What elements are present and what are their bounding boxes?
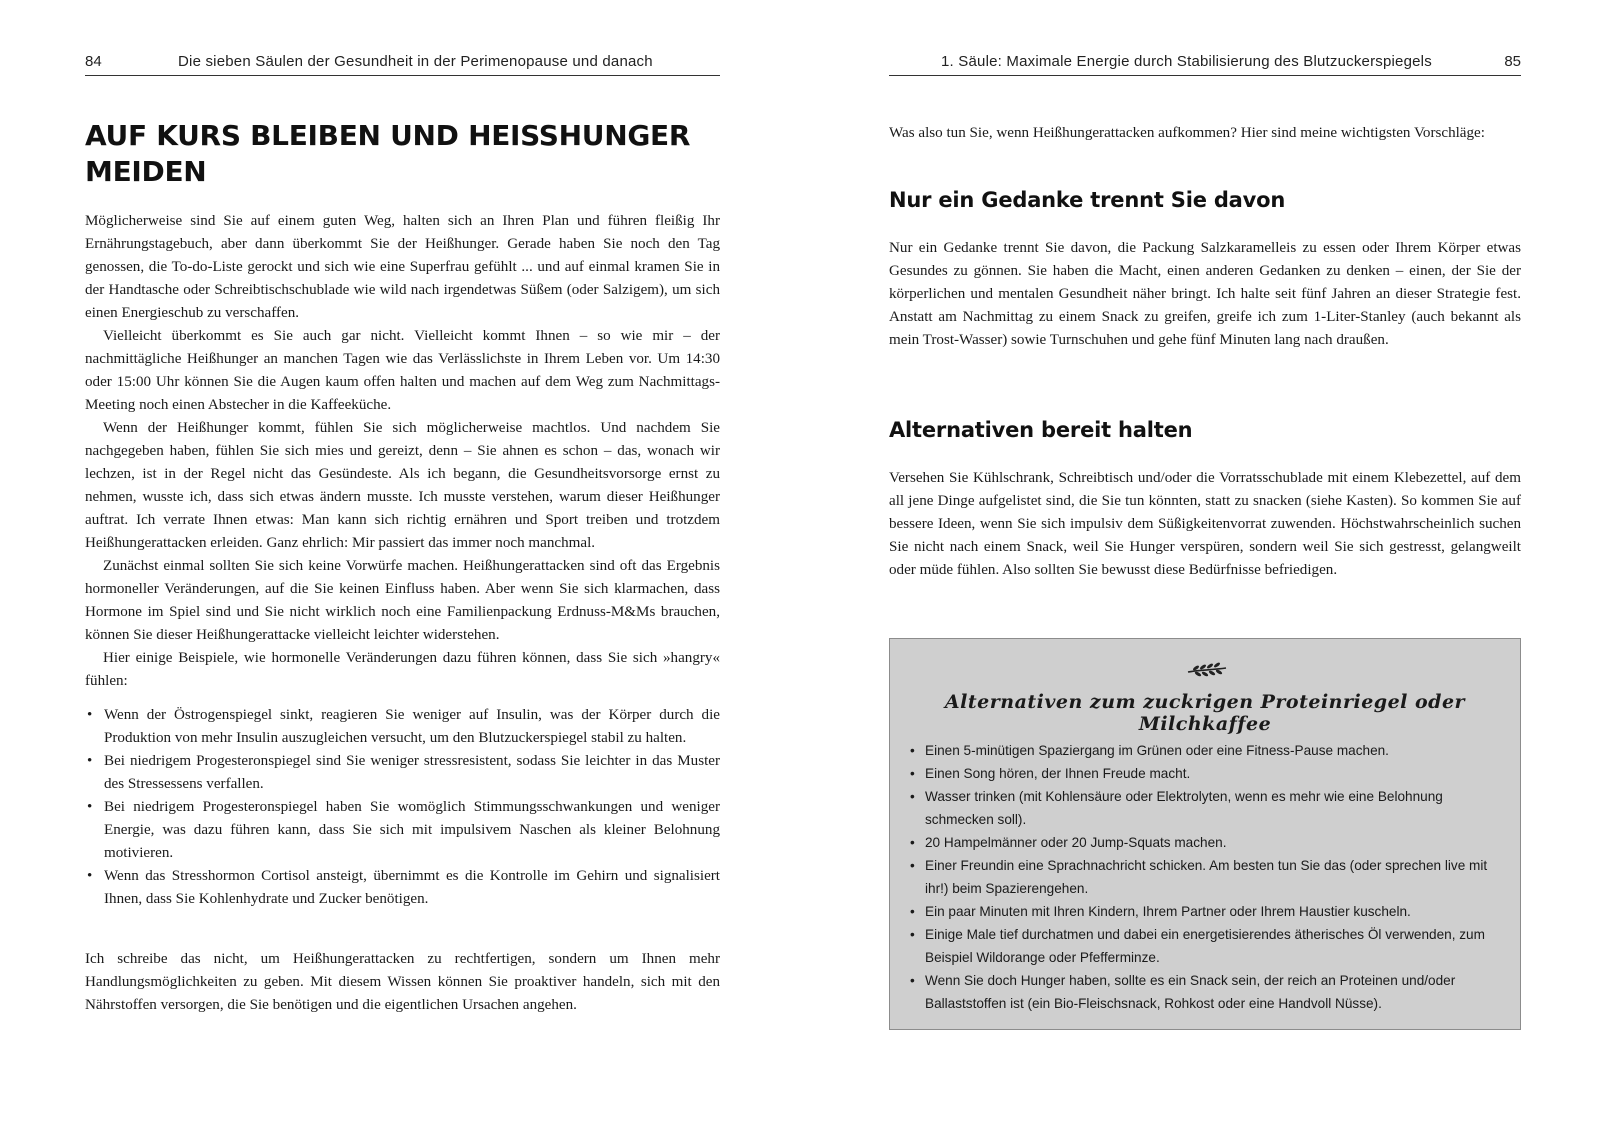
list-item: • Einen Song hören, der Ihnen Freude macht. — [910, 762, 1500, 785]
section1-text — [889, 237, 1521, 352]
list-item: • Einer Freundin eine Sprachnachricht schicken. Am besten tun Sie das (oder sprechen live mit ihr!) beim Spazierengehen. — [910, 854, 1500, 900]
left-body-text — [85, 210, 720, 693]
closing-text — [85, 948, 720, 1017]
section2-text — [889, 467, 1521, 582]
paragraph: Möglicherweise sind Sie auf einem guten Weg, halten sich an Ihren Plan und führen fleißig Ihr Ernährungstagebuch, aber dann überkommt Sie der Heißhunger. Gerade haben Sie noch den Tag genossen, die To-do-Liste gerockt und sich wie eine Superfrau gefühlt ... und auf einmal kramen Sie in der Handtasche oder Schreibtischschublade wie wild nach irgendetwas Süßem (oder Salzigem), um sich einen Energieschub zu verschaffen. — [85, 213, 720, 321]
paragraph: Vielleicht überkommt es Sie auch gar nicht. Vielleicht kommt Ihnen – so wie mir – der nachmittägliche Heißhunger an manchen Tagen wie das Verlässlichste in Ihrem Leben vor. Um 14:30 oder 15:00 Uhr können Sie die Augen kaum offen halten und machen auf dem Weg zum Nachmittags-Meeting noch einen Abstecher in die Kaffeeküche. — [85, 328, 720, 413]
right-running-header — [889, 50, 1521, 76]
paragraph: Versehen Sie Kühlschrank, Schreibtisch und/oder die Vorratsschublade mit einem Klebezettel, auf dem all jene Dinge aufgelistet sind, die Sie tun könnten, statt zu snacken (siehe Kasten). So kommen Sie auf bessere Ideen, wenn Sie sich impulsiv dem Süßigkeitenvorrat zuwenden. Höchstwahrscheinlich suchen Sie nicht nach einem Snack, weil Sie Hunger verspüren, sondern weil Sie sich gestresst, gelangweilt oder müde fühlen. Also sollten Sie bewusst diese Bedürfnisse befriedigen. — [889, 470, 1521, 578]
list-item: • Wenn das Stresshormon Cortisol ansteigt, übernimmt es die Kontrolle im Gehirn und signalisiert Ihnen, dass Sie Kohlenhydrate und Zucker benötigen. — [85, 865, 720, 911]
hormone-bullet-list — [85, 704, 720, 911]
chapter-title: AUF KURS BLEIBEN UND HEISSHUNGER MEIDEN — [85, 119, 691, 188]
alternatives-list — [910, 739, 1500, 1015]
section-heading: Nur ein Gedanke trennt Sie davon — [889, 188, 1286, 212]
paragraph: Nur ein Gedanke trennt Sie davon, die Packung Salzkaramelleis zu essen oder Ihrem Körper etwas Gesundes zu gönnen. Sie haben die Macht, einen anderen Gedanken zu denken – einen, der Sie der körperlichen und mentalen Gesundheit näher bringt. Ich halte seit fünf Jahren an dieser Strategie fest. Anstatt am Nachmittag zu einem Snack zu greifen, greife ich zum 1-Liter-Stanley (auch bekannt als mein Trost-Wasser) sowie Turnschuhen und gehe fünf Minuten lang nach draußen. — [889, 240, 1521, 348]
left-running-title: Die sieben Säulen der Gesundheit in der Perimenopause und danach — [178, 53, 653, 70]
list-item: • Bei niedrigem Progesteronspiegel sind Sie weniger stressresistent, sodass Sie leichter in das Muster des Stressessens verfallen. — [85, 750, 720, 796]
list-item: • Wasser trinken (mit Kohlensäure oder Elektrolyten, wenn es mehr wie eine Belohnung schmecken soll). — [910, 785, 1500, 831]
left-running-header — [85, 50, 720, 76]
paragraph: Zunächst einmal sollten Sie sich keine Vorwürfe machen. Heißhungerattacken sind oft das Ergebnis hormoneller Veränderungen, auf die Sie keinen Einfluss haben. Aber wenn Sie sich klarmachen, dass Hormone im Spiel sind und Sie nicht wirklich noch eine Familienpackung Erdnuss-M&Ms brauchen, können Sie dieser Heißhungerattacke vielleicht leichter widerstehen. — [85, 558, 720, 643]
right-page-number: 85 — [1504, 53, 1521, 70]
left-page-number: 84 — [85, 53, 102, 70]
right-page — [889, 0, 1521, 1129]
paragraph: Hier einige Beispiele, wie hormonelle Veränderungen dazu führen können, dass Sie sich »hangry« fühlen: — [85, 650, 720, 689]
intro-text — [889, 122, 1521, 145]
laurel-ornament-icon — [1186, 661, 1228, 679]
list-item: • Wenn Sie doch Hunger haben, sollte es ein Snack sein, der reich an Proteinen und/oder Ballaststoffen ist (ein Bio-Fleischsnack, Rohkost oder eine Handvoll Nüsse). — [910, 969, 1500, 1015]
box-title: Alternativen zum zuckrigen Proteinriegel oder Milchkaffee — [944, 691, 1466, 735]
section-heading: Alternativen bereit halten — [889, 418, 1193, 442]
list-item: • Einen 5-minütigen Spaziergang im Grünen oder eine Fitness-Pause machen. — [910, 739, 1500, 762]
list-item: • Wenn der Östrogenspiegel sinkt, reagieren Sie weniger auf Insulin, was der Körper durch die Produktion von mehr Insulin auszugleichen versucht, um den Blutzuckerspiegel stabil zu halten. — [85, 704, 720, 750]
paragraph: Was also tun Sie, wenn Heißhungerattacken aufkommen? Hier sind meine wichtigsten Vorschläge: — [889, 125, 1485, 141]
alternatives-box — [889, 638, 1521, 1030]
paragraph: Ich schreibe das nicht, um Heißhungerattacken zu rechtfertigen, sondern um Ihnen mehr Handlungsmöglichkeiten zu geben. Mit diesem Wissen können Sie proaktiver handeln, sich mit den Nährstoffen versorgen, die Sie benötigen und die eigentlichen Ursachen angehen. — [85, 951, 720, 1013]
left-page — [85, 0, 720, 1129]
list-item: • Bei niedrigem Progesteronspiegel haben Sie womöglich Stimmungsschwankungen und weniger Energie, was dazu führen kann, dass Sie sich mit impulsivem Naschen als kleiner Belohnung motivieren. — [85, 796, 720, 865]
paragraph: Wenn der Heißhunger kommt, fühlen Sie sich möglicherweise machtlos. Und nachdem Sie nachgegeben haben, fühlen Sie sich mies und gereizt, denn – Sie ahnen es schon – das, wonach wir lechzen, ist in der Regel nicht das Gesündeste. Als ich begann, die Gesundheitsvorsorge ernst zu nehmen, wusste ich, dass sich etwas ändern musste. Ich musste verstehen, warum dieser Heißhunger auftrat. Ich verrate Ihnen etwas: Man kann sich richtig ernähren und Sport treiben und trotzdem Heißhungerattacken erleiden. Ganz ehrlich: Mir passiert das immer noch manchmal. — [85, 420, 720, 551]
list-item: • Einige Male tief durchatmen und dabei ein energetisierendes ätherisches Öl verwenden, zum Beispiel Wildorange oder Pfefferminze. — [910, 923, 1500, 969]
list-item: • Ein paar Minuten mit Ihren Kindern, Ihrem Partner oder Ihrem Haustier kuscheln. — [910, 900, 1500, 923]
right-running-title: 1. Säule: Maximale Energie durch Stabilisierung des Blutzuckerspiegels — [941, 53, 1432, 70]
list-item: • 20 Hampelmänner oder 20 Jump-Squats machen. — [910, 831, 1500, 854]
